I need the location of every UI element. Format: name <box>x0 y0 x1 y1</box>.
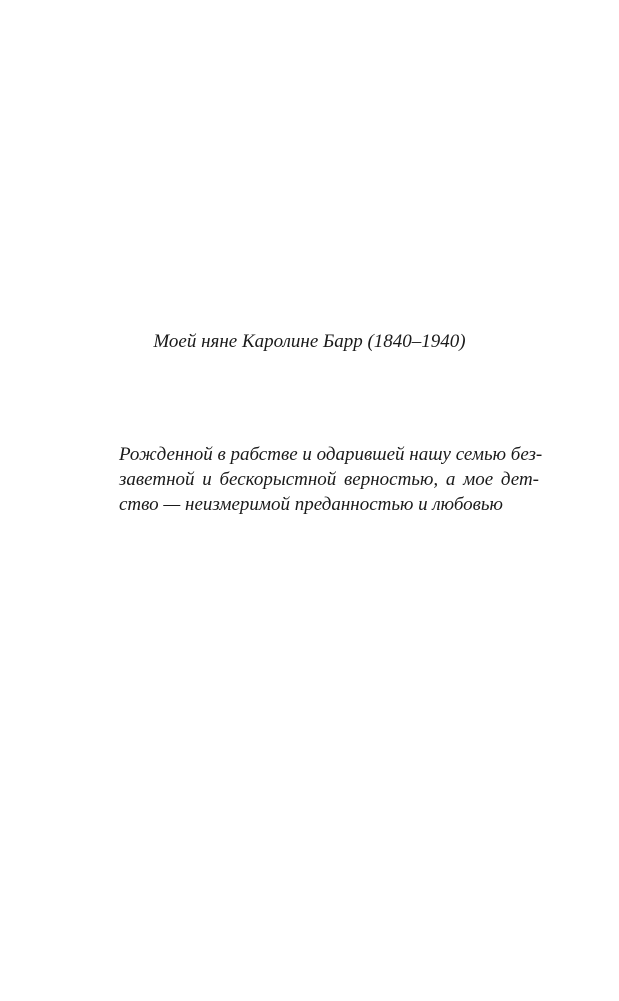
dedication-line: Рожденной в рабстве и одарившей нашу семью без- <box>119 444 543 465</box>
dedication-line: заветной и бескорыстной верностью, а мое дет- <box>119 469 539 490</box>
dedication-line: ство — неизмеримой преданностью и любовью <box>119 494 503 515</box>
dedication-text <box>119 442 543 517</box>
dedication-title: Моей няне Каролине Барр (1840–1940) <box>153 331 466 352</box>
